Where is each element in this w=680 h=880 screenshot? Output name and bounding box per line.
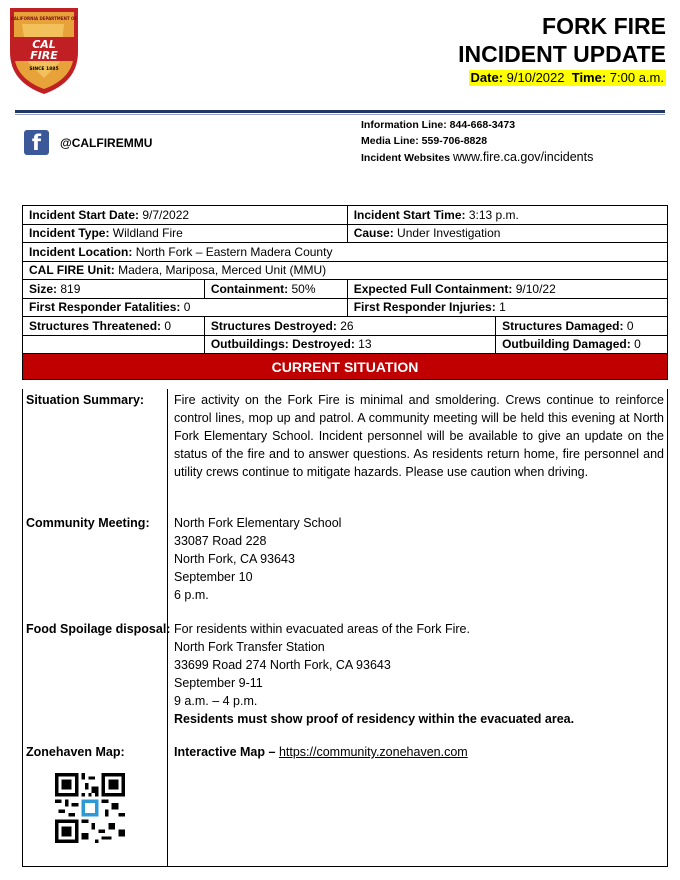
damaged-cell: Structures Damaged: 0 [496, 317, 668, 336]
meeting-line: 33087 Road 228 [174, 534, 267, 548]
cal-fire-logo [6, 4, 82, 96]
threatened-cell: Structures Threatened: 0 [23, 317, 205, 336]
table-row [23, 354, 668, 380]
date-value: 9/10/2022 [506, 70, 565, 85]
svg-text:FIRE: FIRE [30, 49, 58, 62]
containment-cell: Containment: 50% [204, 280, 347, 299]
food-label: Food Spoilage disposal: [26, 622, 171, 636]
cause-cell: Cause: Under Investigation [347, 224, 667, 243]
food-line: North Fork Transfer Station [174, 640, 325, 654]
fatalities-cell: First Responder Fatalities: 0 [23, 298, 348, 317]
table-row [23, 224, 668, 243]
map-prefix: Interactive Map [174, 745, 266, 759]
start-time-cell: Incident Start Time: 3:13 p.m. [347, 206, 667, 225]
outbuildings-destroyed-cell: Outbuildings: Destroyed: 13 [204, 335, 495, 354]
meeting-line: 6 p.m. [174, 588, 209, 602]
type-cell: Incident Type: Wildland Fire [23, 224, 348, 243]
empty-cell [23, 335, 205, 354]
title-block [458, 12, 666, 87]
current-situation-header: CURRENT SITUATION [23, 354, 668, 380]
injuries-cell: First Responder Injuries: 1 [347, 298, 667, 317]
outbuildings-damaged-cell: Outbuilding Damaged: 0 [496, 335, 668, 354]
table-row [23, 261, 668, 280]
qr-code-icon[interactable] [55, 773, 125, 843]
size-cell: Size: 819 [23, 280, 205, 299]
expected-containment-cell: Expected Full Containment: 9/10/22 [347, 280, 667, 299]
meeting-line: September 10 [174, 570, 253, 584]
destroyed-cell: Structures Destroyed: 26 [204, 317, 495, 336]
food-details [174, 620, 664, 728]
map-label: Zonehaven Map: [26, 745, 125, 759]
food-line: For residents within evacuated areas of the Fork Fire. [174, 622, 470, 636]
page-subtitle: INCIDENT UPDATE [458, 41, 666, 67]
incident-table [22, 205, 668, 380]
map-details: Interactive Map – https://community.zonehaven.com [174, 745, 468, 759]
meeting-line: North Fork, CA 93643 [174, 552, 295, 566]
food-line: September 9-11 [174, 676, 263, 690]
contact-info [361, 117, 593, 166]
svg-text:CALIFORNIA DEPARTMENT OF: CALIFORNIA DEPARTMENT OF [10, 16, 78, 21]
facebook-icon: f [24, 130, 49, 155]
situation-section [22, 389, 668, 867]
start-date-cell: Incident Start Date: 9/7/2022 [23, 206, 348, 225]
page-title: FORK FIRE [542, 13, 666, 39]
media-line: Media Line: 559-706-8828 [361, 135, 488, 147]
header-rule [15, 110, 665, 113]
table-row [23, 335, 668, 354]
websites-link[interactable]: www.fire.ca.gov/incidents [453, 150, 594, 164]
table-row [23, 206, 668, 225]
time-value: 7:00 a.m. [609, 70, 664, 85]
table-row [23, 317, 668, 336]
table-row [23, 243, 668, 262]
date-time-line: Date: 9/10/2022 Time: 7:00 a.m. [470, 70, 664, 85]
svg-text:SINCE 1885: SINCE 1885 [29, 67, 59, 72]
food-line: 9 a.m. – 4 p.m. [174, 694, 258, 708]
social-handle: @CALFIREMMU [60, 135, 153, 150]
websites-label: Incident Websites [361, 152, 451, 164]
summary-label: Situation Summary: [26, 393, 145, 407]
meeting-details [174, 514, 664, 604]
table-row [23, 280, 668, 299]
facebook-handle[interactable] [24, 130, 152, 155]
zonehaven-link[interactable]: https://community.zonehaven.com [278, 745, 468, 759]
header-rule-thin [15, 114, 665, 115]
meeting-line: North Fork Elementary School [174, 516, 342, 530]
meeting-label: Community Meeting: [26, 516, 150, 530]
food-line: 33699 Road 274 North Fork, CA 93643 [174, 658, 391, 672]
food-note: Residents must show proof of residency within the evacuated area. [174, 712, 575, 726]
summary-text: Fire activity on the Fork Fire is minimal and smoldering. Crews continue to reinforce control lines, mop up and patrol. A community meeting will be held this evening at North Fork Elementary School. Incident personnel will be available to give an update on the status of the fire and to answer questions. As residents return home, fire personnel and utility crews continue to mitigate hazards. Please use caution when driving. [174, 393, 664, 479]
unit-cell: CAL FIRE Unit: Madera, Mariposa, Merced Unit (MMU) [23, 261, 668, 280]
info-line: Information Line: 844-668-3473 [361, 119, 516, 131]
svg-text:CAL: CAL [32, 38, 56, 51]
location-cell: Incident Location: North Fork – Eastern Madera County [23, 243, 668, 262]
table-row [23, 298, 668, 317]
